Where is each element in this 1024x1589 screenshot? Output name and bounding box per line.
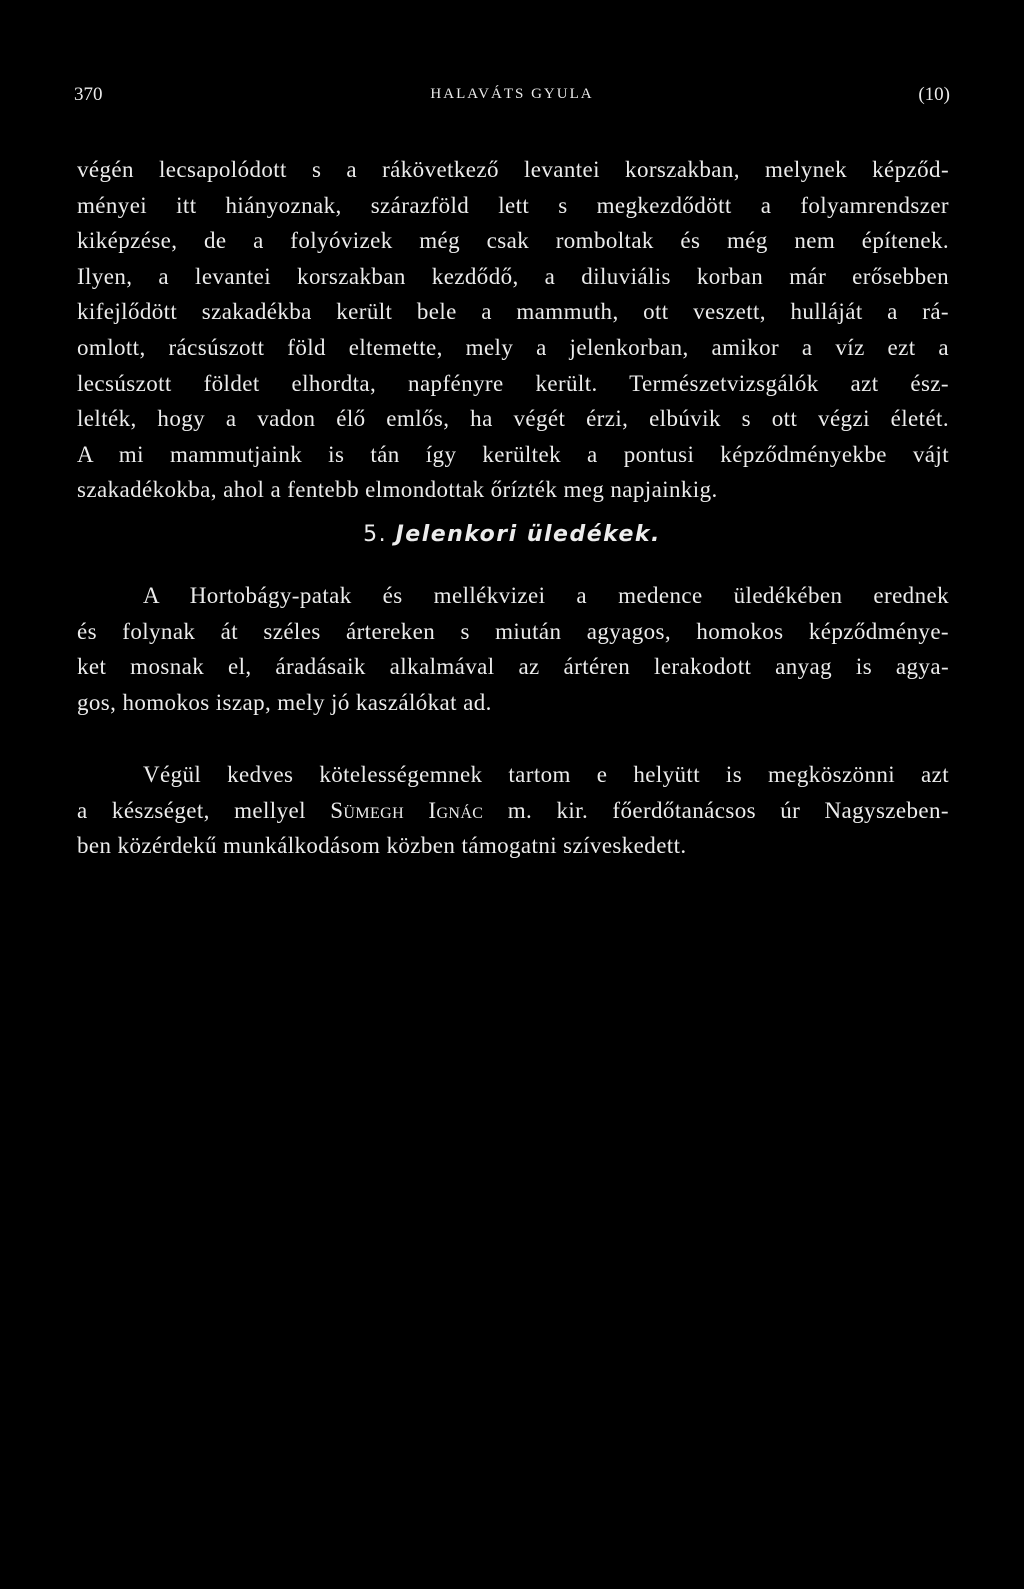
text-line-with-name xyxy=(77,793,949,829)
section-heading-title: Jelenkori üledékek. xyxy=(395,522,661,547)
text-line: A Hortobágy-patak és mellékvizei a medence üledékében erednek xyxy=(143,583,949,608)
paragraph-1 xyxy=(77,152,949,508)
section-heading-number: 5. xyxy=(363,522,388,547)
section-number: (10) xyxy=(918,84,950,105)
text-line: gos, homokos iszap, mely jó kaszálókat ad. xyxy=(77,689,492,715)
text-line: Végül kedves kötelességemnek tartom e helyütt is megköszönni azt xyxy=(143,762,949,787)
text-fragment: a készséget, mellyel xyxy=(77,797,331,823)
text-line: lelték, hogy a vadon élő emlős, ha végét érzi, elbúvik s ott végzi életét. xyxy=(77,406,949,432)
text-line: szakadékokba, ahol a fentebb elmondottak őrízték meg napjainkig. xyxy=(77,477,718,503)
paragraph-3 xyxy=(77,757,949,864)
running-title: HALAVÁTS GYULA xyxy=(430,86,594,102)
text-line: omlott, rácsúszott föld eltemette, mely a jelenkorban, amikor a víz ezt a xyxy=(77,334,949,360)
page-header xyxy=(74,84,950,114)
section-heading xyxy=(0,522,1024,547)
text-line: ben közérdekű munkálkodásom közben támogatni szíveskedett. xyxy=(77,833,687,859)
text-line: ket mosnak el, áradásaik alkalmával az ártéren lerakodott anyag is agya- xyxy=(77,654,949,680)
text-line: és folynak át széles ártereken s miután agyagos, homokos képződménye- xyxy=(77,618,949,644)
person-name: Sümegh Ignác xyxy=(330,797,484,823)
text-line: lecsúszott földet elhordta, napfényre került. Természetvizsgálók azt ész- xyxy=(77,370,949,396)
text-line: ményei itt hiányoznak, szárazföld lett s megkezdődött a folyamrendszer xyxy=(77,192,949,218)
text-line: Ilyen, a levantei korszakban kezdődő, a diluviális korban már erősebben xyxy=(77,263,949,289)
page-number: 370 xyxy=(74,84,103,105)
text-line: kiképzése, de a folyóvizek még csak romboltak és még nem építenek. xyxy=(77,228,949,254)
text-line: A mi mammutjaink is tán így kerültek a pontusi képződményekbe vájt xyxy=(77,441,949,467)
paragraph-2 xyxy=(77,578,949,720)
text-fragment: m. kir. főerdőtanácsos úr Nagyszeben- xyxy=(483,797,949,823)
text-line: végén lecsapolódott s a rákövetkező levantei korszakban, melynek képződ- xyxy=(77,157,949,182)
text-line: kifejlődött szakadékba került bele a mammuth, ott veszett, hulláját a rá- xyxy=(77,299,949,325)
